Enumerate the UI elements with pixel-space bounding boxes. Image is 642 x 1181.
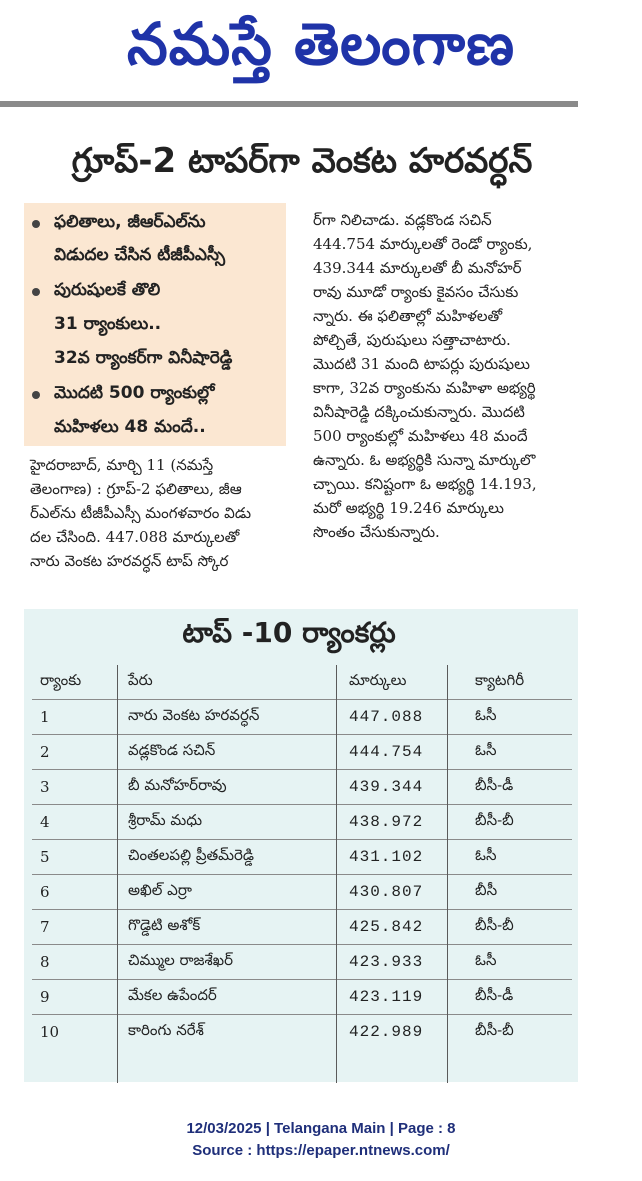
page-footer-source: Source : https://epaper.ntnews.com/	[192, 1142, 450, 1159]
highlights-box	[24, 203, 286, 446]
table-row	[32, 770, 572, 805]
cell-name: అఖిల్‌ ఎర్రా	[120, 875, 341, 910]
body-line: ర్‌ఎల్‌ను టీజీపీఎస్సీ మంగళవారం విడు	[30, 504, 252, 522]
cell-marks: 423.119	[341, 980, 467, 1015]
table-row	[32, 910, 572, 945]
body-line: ఉన్నారు. ఓ అభ్యర్థికి సున్నా మార్కులొ	[313, 451, 536, 469]
body-line: కాగా, 32వ ర్యాంకును మహిళా అభ్యర్థి	[313, 379, 536, 397]
cell-rank: 5	[32, 840, 120, 875]
cell-category: ఓసీ	[467, 735, 572, 770]
cell-rank: 3	[32, 770, 120, 805]
body-line: వినీషారెడ్డి దక్కించుకున్నారు. మొదటి	[313, 403, 525, 421]
cell-category: బీసీ-బీ	[467, 910, 572, 945]
cell-name: మేకల ఉపేందర్‌	[120, 980, 341, 1015]
body-line: మొదటి 31 మంది టాపర్లు పురుషులు	[313, 355, 530, 373]
body-line: మరో అభ్యర్థి 19.246 మార్కులు	[313, 499, 504, 517]
article-headline: గ్రూప్‌-2 టాపర్‌గా వెంకట హరవర్ధన్‌	[71, 141, 533, 181]
page-footer-info: 12/03/2025 | Telangana Main | Page : 8	[186, 1120, 456, 1137]
cell-marks: 431.102	[341, 840, 467, 875]
body-line: ర్‌గా నిలిచాడు. వడ్లకొండ సచిన్‌	[313, 211, 492, 229]
article-body-left	[30, 453, 292, 573]
body-line: దల చేసింది. 447.088 మార్కులతో	[30, 528, 240, 546]
cell-rank: 6	[32, 875, 120, 910]
cell-marks: 422.989	[349, 1023, 424, 1041]
table-divider	[447, 665, 448, 1083]
col-header-name: పేరు	[120, 665, 341, 700]
cell-name: శ్రీరామ్‌ మధు	[120, 805, 341, 840]
cell-marks: 430.807	[341, 875, 467, 910]
cell-name: బీ మనోహర్‌రావు	[120, 770, 341, 805]
body-line: చ్చాయి. కనిష్టంగా ఓ అభ్యర్థి 14.193,	[313, 475, 537, 493]
col-header-marks: మార్కులు	[341, 665, 467, 700]
highlight-line: విడుదల చేసిన టీజీపీఎస్సీ	[54, 245, 226, 265]
article-body-right	[313, 208, 577, 544]
table-row	[32, 840, 572, 875]
bullet-icon	[32, 220, 40, 228]
col-header-rank: ర్యాంకు	[32, 665, 120, 700]
body-line: తెలంగాణ) : గ్రూప్‌-2 ఫలితాలు, జీఆ	[30, 480, 242, 498]
cell-category: బీసీ-డీ	[467, 770, 572, 805]
cell-marks: 447.088	[341, 700, 467, 735]
body-line: పోల్చితే, పురుషులు సత్తాచాటారు.	[313, 331, 511, 349]
table-row	[32, 980, 572, 1015]
rankers-table-title: టాప్‌ -10 ర్యాంకర్లు	[182, 616, 396, 649]
cell-category: బీసీ-బీ	[467, 805, 572, 840]
newspaper-logo: నమస్తే తెలంగాణ	[127, 10, 515, 78]
cell-category: బీసీ-బీ	[475, 1021, 514, 1039]
cell-rank: 4	[32, 805, 120, 840]
body-line: నారు వెంకట హరవర్ధన్‌ టాప్‌ స్కోర	[30, 552, 229, 570]
masthead	[0, 0, 642, 100]
rankers-table	[32, 665, 572, 1049]
body-line: రావు మూడో ర్యాంకు కైవసం చేసుకు	[313, 283, 519, 301]
table-row	[32, 700, 572, 735]
masthead-divider	[0, 101, 578, 107]
cell-rank: 7	[32, 910, 120, 945]
body-line: న్నారు. ఈ ఫలితాల్లో మహిళలతో	[313, 307, 503, 325]
table-row	[32, 735, 572, 770]
table-header-row	[32, 665, 572, 700]
cell-marks: 423.933	[341, 945, 467, 980]
cell-marks: 438.972	[341, 805, 467, 840]
cell-name: నారు వెంకట హరవర్ధన్‌	[120, 700, 341, 735]
cell-rank: 10	[40, 1023, 60, 1041]
highlight-line: మొదటి 500 ర్యాంకుల్లో	[54, 383, 215, 403]
cell-category: ఓసీ	[467, 945, 572, 980]
highlight-line: ఫలితాలు, జీఆర్‌ఎల్‌ను	[54, 212, 206, 232]
bullet-icon	[32, 288, 40, 296]
cell-category: ఓసీ	[467, 700, 572, 735]
cell-name: వడ్లకొండ సచిన్‌	[120, 735, 341, 770]
table-divider	[117, 665, 118, 1083]
body-line: సొంతం చేసుకున్నారు.	[313, 523, 440, 541]
body-line: హైదరాబాద్‌, మార్చి 11 (నమస్తే	[30, 456, 214, 474]
cell-marks: 444.754	[341, 735, 467, 770]
cell-category: ఓసీ	[467, 840, 572, 875]
highlight-line: 31 ర్యాంకులు..	[54, 314, 162, 334]
bullet-icon	[32, 391, 40, 399]
cell-rank: 2	[32, 735, 120, 770]
highlight-line: 32వ ర్యాంకర్‌గా వినీషారెడ్డి	[54, 348, 233, 368]
table-row	[32, 945, 572, 980]
body-line: 439.344 మార్కులతో బీ మనోహర్‌	[313, 259, 522, 277]
cell-name: చిమ్ముల రాజశేఖర్‌	[120, 945, 341, 980]
cell-marks: 439.344	[341, 770, 467, 805]
cell-category: బీసీ	[467, 875, 572, 910]
highlight-line: మహిళలు 48 మందే..	[54, 417, 206, 437]
table-row	[32, 875, 572, 910]
cell-name: గొడ్డెటి అశోక్‌	[120, 910, 341, 945]
body-line: 500 ర్యాంకుల్లో మహిళలు 48 మందే	[313, 427, 528, 445]
cell-rank: 1	[32, 700, 120, 735]
body-line: 444.754 మార్కులతో రెండో ర్యాంకు,	[313, 235, 533, 253]
cell-name: చింతలపల్లి ప్రీతమ్‌రెడ్డి	[120, 840, 341, 875]
cell-marks: 425.842	[341, 910, 467, 945]
cell-rank: 8	[32, 945, 120, 980]
table-divider	[336, 665, 337, 1083]
col-header-category: క్యాటగిరీ	[467, 665, 572, 700]
table-row	[32, 805, 572, 840]
table-row	[32, 1015, 572, 1050]
cell-name: కారింగు నరేశ్‌	[128, 1021, 204, 1039]
highlight-line: పురుషులకే తొలి	[54, 280, 161, 300]
cell-category: బీసీ-డీ	[467, 980, 572, 1015]
cell-rank: 9	[32, 980, 120, 1015]
